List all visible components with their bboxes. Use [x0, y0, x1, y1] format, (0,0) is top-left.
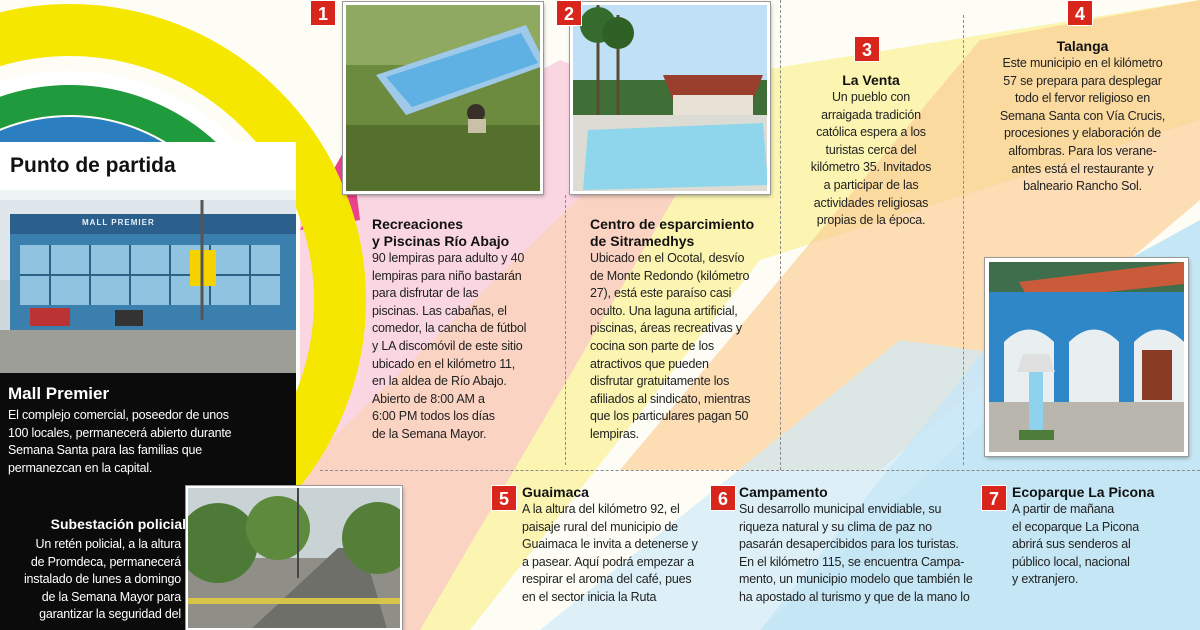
spot7-block: [1012, 484, 1197, 589]
spot2-line: Ubicado en el Ocotal, desvío: [590, 251, 745, 265]
spot2-line: piscinas, áreas recreativas y: [590, 321, 742, 336]
spot1-line: en la aldea de Río Abajo.: [372, 374, 507, 389]
spot3-title: La Venta: [842, 72, 900, 88]
spot1-line: para disfrutar de las: [372, 286, 479, 301]
dashed-separator: [565, 195, 566, 465]
mall-sign: MALL PREMIER: [82, 218, 155, 227]
spot7-text: [1012, 501, 1197, 589]
spot2-block: [590, 216, 780, 444]
spot5-title: Guaimaca: [522, 484, 589, 500]
spot4-block: [975, 38, 1190, 196]
spot3-line: propias de la época.: [816, 213, 926, 228]
spot7-title: Ecoparque La Picona: [1012, 484, 1155, 500]
spot3-line: Un pueblo con: [831, 90, 910, 104]
spot2-line: oculto. Una laguna artificial,: [590, 303, 738, 318]
spot7-line: y extranjero.: [1012, 572, 1079, 587]
spot4-line: balneario Rancho Sol.: [1023, 179, 1142, 194]
spot1-title: [372, 216, 562, 250]
spot6-block: [739, 484, 979, 607]
police-photo: [186, 486, 402, 630]
spot4-line: 57 se prepara para desplegar: [1003, 73, 1162, 88]
spot2-text: [590, 250, 780, 444]
spot2-line: atractivos que pueden: [590, 356, 709, 371]
spot4-line: procesiones y elaboración de: [1003, 126, 1161, 141]
number-badge-icon: 2: [556, 0, 582, 26]
mall-text: [8, 407, 293, 477]
spot3-line: kilómetro 35. Invitados: [810, 160, 932, 175]
police-line: de Promdeca, permanecerá: [30, 554, 181, 569]
spot1-text: [372, 250, 562, 444]
number-badge-icon: 3: [854, 36, 880, 62]
spot2-line: de Monte Redondo (kilómetro: [590, 268, 750, 283]
police-line: de la Semana Mayor para: [41, 589, 181, 604]
spot2-title-line: de Sitramedhys: [590, 233, 695, 249]
spot5-line: Guaimaca le invita a detenerse y: [522, 537, 698, 552]
spot1-line: 90 lempiras para adulto y 40: [372, 251, 525, 265]
spot1-title-line: y Piscinas Río Abajo: [372, 233, 510, 249]
spot3-line: a participar de las: [823, 177, 919, 192]
spot1-line: y LA discomóvil de este sitio: [372, 338, 523, 353]
dashed-separator: [963, 15, 964, 465]
number-badge-icon: 5: [491, 485, 517, 511]
spot4-text: [975, 55, 1190, 196]
spot5-text: [522, 501, 710, 607]
police-line: instalado de lunes a domingo: [23, 572, 181, 587]
spot1-photo: [343, 2, 543, 194]
start-heading: Punto de partida: [10, 154, 176, 177]
spot6-line: Su desarrollo municipal envidiable, su: [739, 502, 942, 516]
spot5-line: a pasear. Aquí podrá empezar a: [522, 554, 694, 569]
spot1-line: ubicado en el kilómetro 11,: [372, 356, 516, 371]
spot7-line: público local, nacional: [1012, 554, 1130, 569]
spot1-line: Abierto de 8:00 AM a: [372, 391, 485, 406]
spot1-line: lempiras para niño bastarán: [372, 268, 522, 283]
spot3-text: [790, 89, 952, 230]
spot6-text: [739, 501, 979, 607]
mall-line: 100 locales, permanecerá abierto durante: [8, 425, 232, 440]
spot4-line: todo el fervor religioso en: [1015, 91, 1150, 106]
spot6-line: En el kilómetro 115, se encuentra Campa-: [739, 554, 965, 569]
spot7-line: A partir de mañana: [1012, 502, 1115, 516]
spot2-line: que los particulares pagan 50: [590, 409, 749, 424]
mall-line: permanezcan en la capital.: [8, 460, 153, 475]
mall-photo: [0, 190, 296, 373]
spot5-block: [522, 484, 710, 607]
dashed-separator: [320, 470, 1200, 471]
spot3-line: arraigada tradición: [821, 107, 921, 122]
spot3-line: católica espera a los: [816, 125, 926, 140]
spot2-line: afiliados al sindicato, mientras: [590, 391, 751, 406]
spot6-title: Campamento: [739, 484, 828, 500]
mall-line: Semana Santa para las familias que: [8, 443, 203, 458]
spot4-title: Talanga: [1056, 38, 1109, 54]
mall-line: El complejo comercial, poseedor de unos: [8, 408, 229, 422]
spot1-line: comedor, la cancha de fútbol: [372, 321, 527, 336]
spot6-line: pasarán desapercibidos para los turistas.: [739, 537, 959, 552]
spot1-line: 6:00 PM todos los días: [372, 409, 495, 424]
spot2-photo: [570, 2, 770, 194]
spot2-line: lempiras.: [590, 426, 639, 441]
police-line: garantizar la seguridad del: [39, 607, 181, 622]
spot3-line: actividades religiosas: [813, 195, 929, 210]
spot1-block: [372, 216, 562, 444]
spot1-line: de la Semana Mayor.: [372, 426, 487, 441]
spot3-block: [790, 72, 952, 230]
number-badge-icon: 7: [981, 485, 1007, 511]
spot1-photo-illustration: [346, 5, 543, 194]
spot7-line: el ecoparque La Picona: [1012, 519, 1139, 534]
spot1-title-line: Recreaciones: [372, 216, 464, 232]
number-badge-icon: 6: [710, 485, 736, 511]
spot2-line: cocina son parte de los: [590, 338, 714, 353]
police-text: [0, 536, 181, 624]
spot5-line: A la altura del kilómetro 92, el: [522, 502, 680, 516]
number-badge-icon: 4: [1067, 0, 1093, 26]
spot4-line: Este municipio en el kilómetro: [1002, 56, 1163, 70]
spot7-line: abrirá sus senderos al: [1012, 537, 1131, 552]
spot5-line: respirar el aroma del café, pues: [522, 572, 692, 587]
spot3-line: turistas cerca del: [825, 142, 917, 157]
police-photo-illustration: [188, 488, 402, 630]
spot6-line: mento, un municipio modelo que también le: [739, 572, 973, 587]
spot4-line: Semana Santa con Vía Crucis,: [999, 108, 1166, 123]
spot2-line: 27), está este paraíso casi: [590, 286, 732, 301]
spot2-title-line: Centro de esparcimiento: [590, 216, 755, 232]
spot5-line: en el sector inicia la Ruta: [522, 589, 657, 604]
spot5-line: paisaje rural del municipio de: [522, 519, 678, 534]
spot2-title: [590, 216, 780, 250]
spot6-line: riqueza natural y su clima de paz no: [739, 519, 932, 534]
start-heading-box: [0, 142, 296, 190]
spot4-line: alfombras. Para los verane-: [1008, 143, 1157, 158]
spot6-line: ha apostado al turismo y que de la mano lo: [739, 589, 970, 604]
spot1-line: piscinas. Las cabañas, el: [372, 303, 507, 318]
dashed-separator: [780, 0, 781, 470]
police-title: Subestación policial: [50, 516, 186, 532]
number-badge-icon: 1: [310, 0, 336, 26]
police-line: Un retén policial, a la altura: [35, 537, 181, 551]
spot4-photo: [985, 258, 1188, 456]
mall-title: Mall Premier: [8, 384, 110, 403]
spot2-photo-illustration: [573, 5, 770, 194]
spot4-line: antes está el restaurante y: [1011, 161, 1154, 176]
spot4-photo-illustration: [989, 262, 1184, 452]
spot2-line: disfrutar gratuitamente los: [590, 374, 730, 389]
